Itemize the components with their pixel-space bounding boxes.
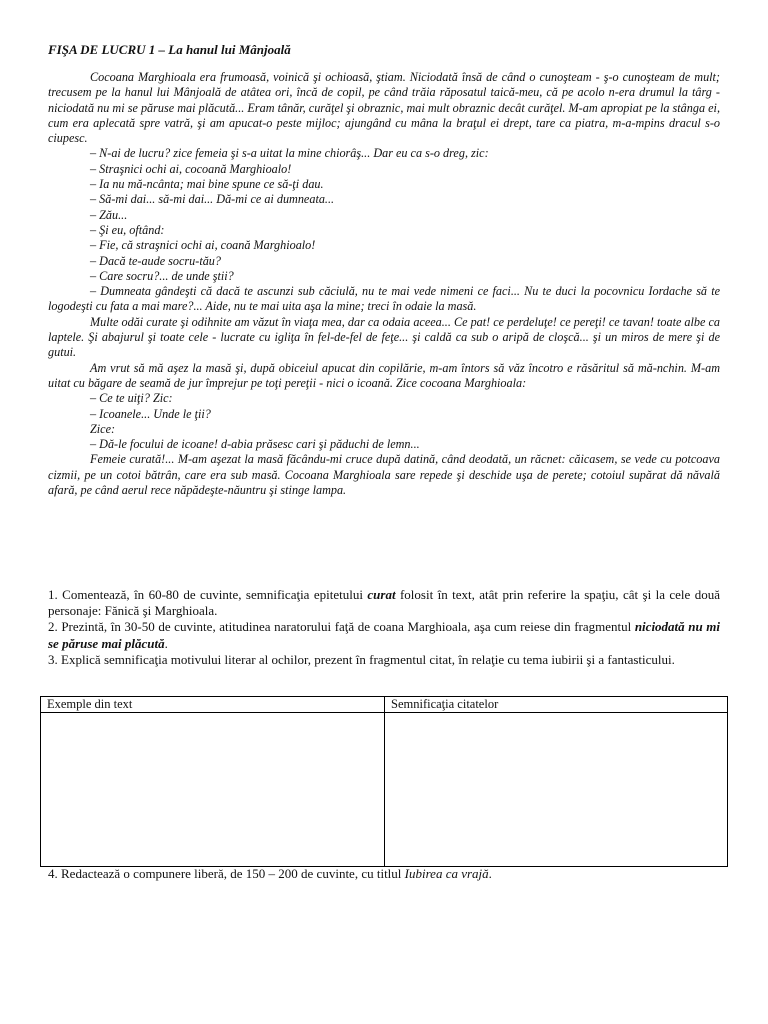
quoted-fragment: niciodată nu mi se păruse mai plăcută [48,619,720,651]
narrative-paragraph: Cocoana Marghioala era frumoasă, voinică şi ochioasă, ştiam. Niciodată însă de când o cunoşteam - ş-o cunoşteam de mult; trecusem pe la hanul lui Mânjoală de atâtea ori, încă de copil, pe când trăia răposatul taică-meu, că pe acolo n-era drumul la târg - niciodată nu mi se păruse mai plăcută... Eram tânăr, curăţel şi obraznic, mai mult obraznic decât curăţel. M-am apropiat pe la stânga ei, cum era aplecată spre vatră, şi am apucat-o peste mijloc; ajungând cu mâna la braţul ei drept, tare ca piatra, m-a-mpins dracul s-o ciupesc. [48,70,720,146]
dialogue-line: – Zău... [90,207,128,222]
dialogue-line: – Să-mi dai... să-mi dai... Dă-mi ce ai dumneata... [90,192,335,207]
question-2: 2. Prezintă, în 30-50 de cuvinte, atitudinea naratorului faţă de coana Marghioala, aşa cum reiese din fragmentul niciodată nu mi se păruse mai plăcută. [48,619,720,651]
table-column-examples [41,697,385,866]
questions-block [48,587,720,668]
dialogue-line: – Straşnici ochi ai, cocoană Marghioalo! [90,161,292,176]
narrative-paragraph: Multe odăi curate şi odihnite am văzut în viaţa mea, dar ca odaia aceea... Ce pat! ce perdeluţe! ce pereţi! ce tavan! toate albe ca laptele. Şi abajurul şi toate cele - lucrate cu igliţa în fel-de-fel de feţe... şi caldă ca sub o aripă de cloşcă... şi un miros de mere şi de gutui. [48,314,720,360]
dialogue-line: – Fie, că straşnici ochi ai, coană Marghioalo! [90,238,316,253]
worksheet-title: FIŞA DE LUCRU 1 – La hanul lui Mânjoală [48,42,291,57]
epithet-curat: curat [367,587,396,602]
dialogue-line: – Ce te uiţi? Zic: [90,391,173,406]
question-3: 3. Explică semnificaţia motivului literar al ochilor, prezent în fragmentul citat, în relaţie cu tema iubirii şi a fantasticului. [48,651,675,667]
answer-table [40,696,728,867]
dialogue-line: – Icoanele... Unde le ţii? [90,406,211,421]
dialogue-line: – Dacă te-aude socru-tău? [90,253,221,268]
literary-passage [48,70,720,498]
narrative-paragraph: Am vrut să mă aşez la masă şi, după obiceiul apucat din copilărie, m-am întors să văz încotro e răsăritul să mă-nchin. M-am uitat cu băgare de seamă de jur împrejur pe toţi pereţii - nici o icoană. Zice cocoana Marghioala: [48,360,720,390]
dialogue-line: – Dă-le focului de icoane! d-abia prăsesc cari şi păduchi de lemn... [90,437,420,452]
question-1: 1. Comentează, în 60-80 de cuvinte, semnificaţia epitetului curat folosit în text, atât prin referire la spaţiu, cât şi la cele două personaje: Fănică şi Marghioala. [48,587,720,619]
narrative-paragraph: – Dumneata gândeşti că dacă te ascunzi sub căciulă, nu te mai vede nimeni ce faci... Nu te duci la pocovnicu Iordache să te logodeşti cu fata a mai mare?... Aide, nu te mai uita aşa la mine; treci în odaie la masă. [48,284,720,314]
dialogue-line: – Care socru?... de unde ştii? [90,268,234,283]
table-header-significance: Semnificaţia citatelor [385,697,727,713]
table-column-significance [385,697,727,866]
dialogue-line: – Şi eu, oftând: [90,222,165,237]
dialogue-line: Zice: [90,421,116,436]
question-4: 4. Redactează o compunere liberă, de 150 – 200 de cuvinte, cu titlul Iubirea ca vrajă. [48,866,492,881]
narrative-paragraph: Femeie curată!... M-am aşezat la masă făcându-mi cruce după datină, când deodată, un răcnet: căicasem, se vede cu potcoava cizmii, pe un cotoi bătrân, care era sub masă. Cocoana Marghioala sare repede şi deschide uşa de perete; cotoiul supărat dă năvală afară, pe când aerul rece năpădeşte-năuntru şi stinge lampa. [48,452,720,498]
dialogue-line: – Ia nu mă-ncânta; mai bine spune ce să-ţi dau. [90,177,324,192]
essay-title: Iubirea ca vrajă [404,866,489,881]
dialogue-line: – N-ai de lucru? zice femeia şi s-a uitat la mine chiorâş... Dar eu ca s-o dreg, zic: [90,146,489,161]
table-header-examples: Exemple din text [41,697,384,713]
